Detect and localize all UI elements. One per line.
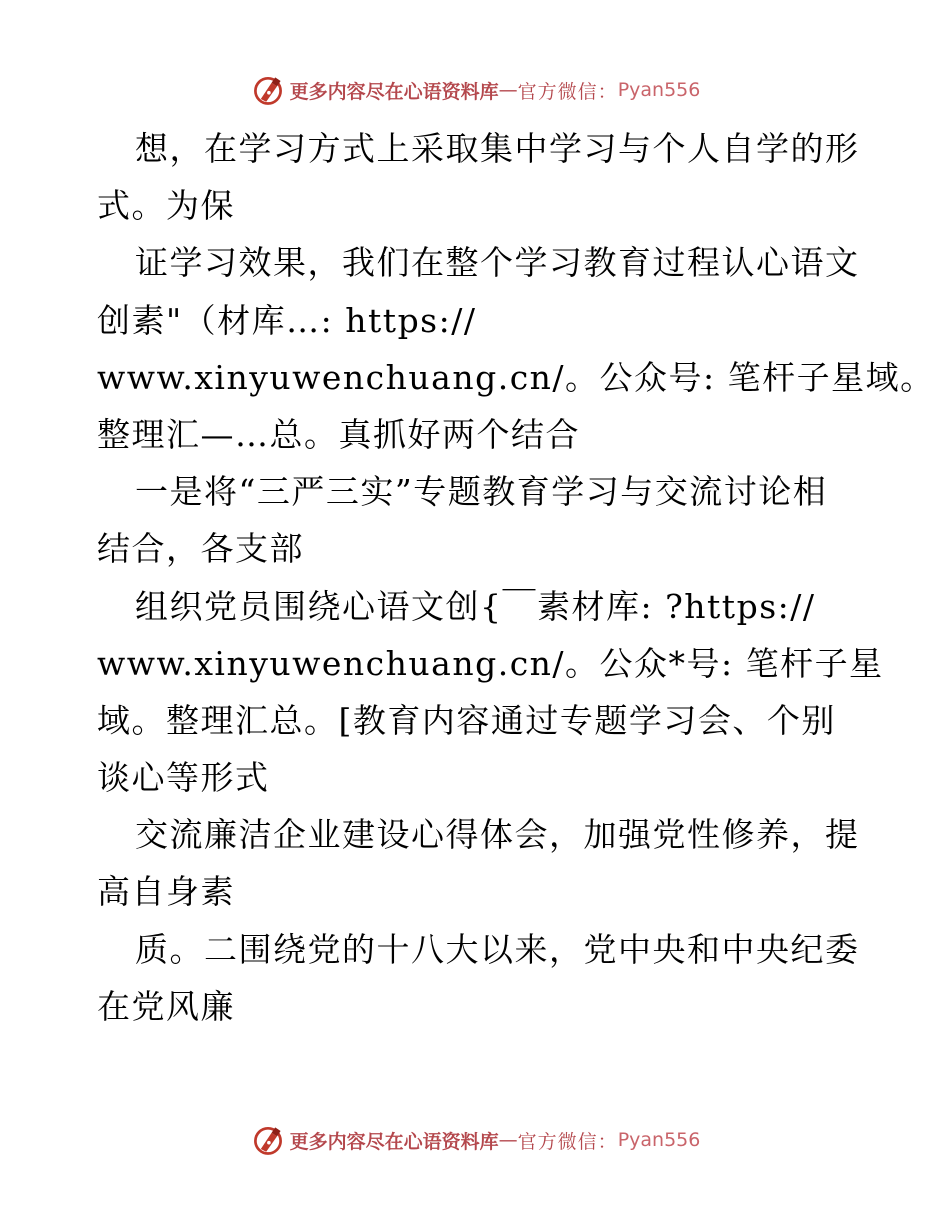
body-line: 交流廉洁企业建设心得体会，加强党性修养，提 xyxy=(135,815,860,855)
document-body xyxy=(97,120,935,1035)
banner-main-text: 更多内容尽在心语资料库 xyxy=(289,80,499,103)
footer-banner xyxy=(0,1120,950,1160)
banner-wechat-label: 官方微信： xyxy=(517,80,618,103)
body-line: 创素"（材库…: https:// xyxy=(97,300,477,340)
body-line: www.xinyuwenchuang.cn/。公众号: 笔杆子星域。 xyxy=(97,357,935,397)
body-line: 式。为保 xyxy=(97,186,235,226)
body-line: 高自身素 xyxy=(97,872,235,912)
banner-dash: — xyxy=(498,79,518,101)
pen-nib-circle-icon xyxy=(250,72,286,108)
body-line: 域。整理汇总。[教育内容通过专题学习会、个别 xyxy=(97,700,836,740)
banner-dash: — xyxy=(498,1129,518,1151)
body-line: 结合，各支部 xyxy=(97,529,304,569)
body-line: 证学习效果，我们在整个学习教育过程认心语文 xyxy=(135,243,860,283)
banner-main-text: 更多内容尽在心语资料库 xyxy=(289,1130,499,1153)
body-line: 一是将“三严三实”专题教育学习与交流讨论相 xyxy=(135,472,828,512)
pen-nib-circle-icon xyxy=(250,1122,286,1158)
banner-wechat-label: 官方微信： xyxy=(517,1130,618,1153)
body-line: 整理汇—…总。真抓好两个结合 xyxy=(97,414,580,454)
header-banner xyxy=(0,70,950,110)
body-line: 质。二围绕党的十八大以来，党中央和中央纪委 xyxy=(135,929,860,969)
body-line: 谈心等形式 xyxy=(97,758,270,798)
body-line: 组织党员围绕心语文创{￣素材库: ?https:// xyxy=(135,586,816,626)
body-line: 在党风廉 xyxy=(97,986,235,1026)
banner-wechat-id: Pyan556 xyxy=(617,79,701,101)
banner-wechat-id: Pyan556 xyxy=(617,1129,701,1151)
body-line: www.xinyuwenchuang.cn/。公众*号: 笔杆子星 xyxy=(97,643,884,683)
body-line: 想，在学习方式上采取集中学习与个人自学的形 xyxy=(135,129,860,168)
